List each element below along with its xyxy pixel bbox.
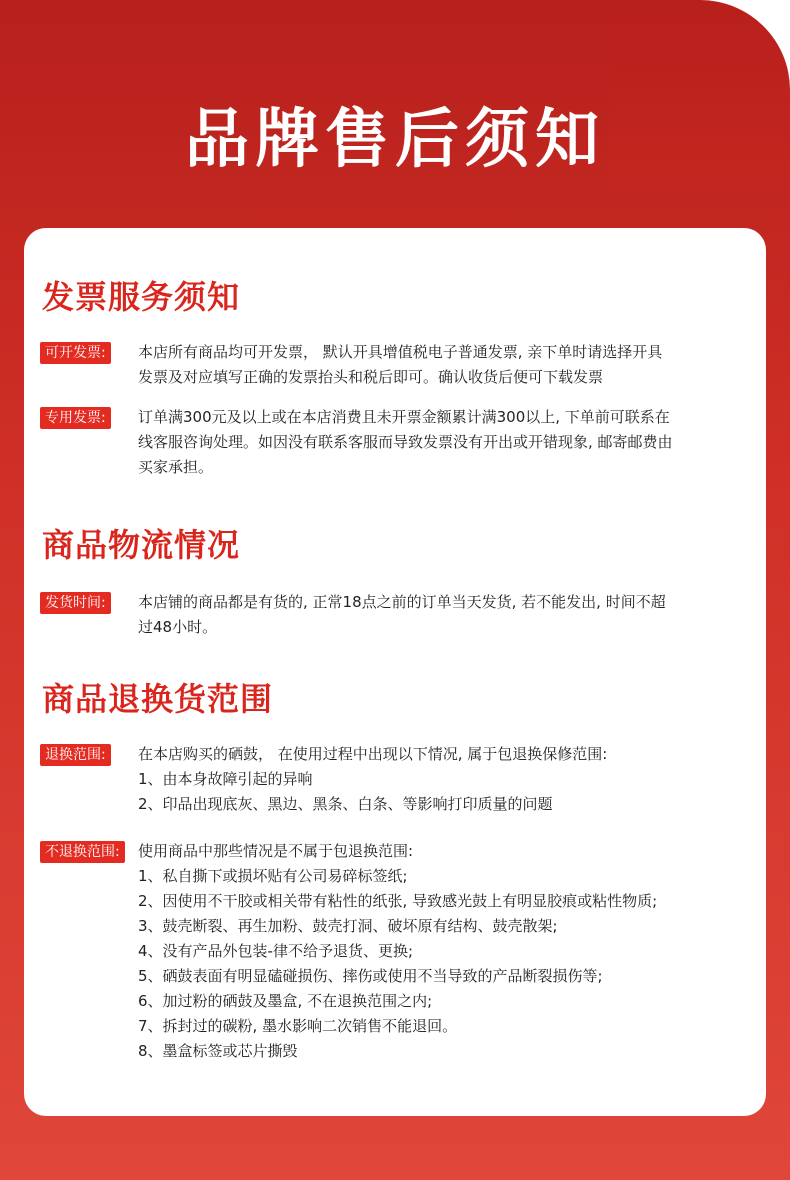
text-line: 本店所有商品均可开发票， 默认开具增值税电子普通发票, 亲下单时请选择开具 [138, 343, 663, 361]
tag-label: 发货时间: [40, 592, 111, 614]
text-line: 5、硒鼓表面有明显磕碰损伤、摔伤或使用不当导致的产品断裂损伤等; [138, 967, 603, 985]
text-line: 发票及对应填写正确的发票抬头和税后即可。确认收货后便可下载发票 [138, 368, 604, 386]
text-line: 3、鼓壳断裂、再生加粉、鼓壳打洞、破坏原有结构、鼓壳散架; [138, 917, 558, 935]
text-line: 8、墨盒标签或芯片撕毁 [138, 1042, 298, 1060]
text-line: 订单满300元及以上或在本店消费且未开票金额累计满300以上, 下单前可联系在 [138, 408, 670, 426]
tag-label: 可开发票: [40, 342, 111, 364]
section-heading-logistics: 商品物流情况 [42, 526, 241, 564]
text-line: 本店铺的商品都是有货的, 正常18点之前的订单当天发货, 若不能发出, 时间不超 [138, 593, 666, 611]
item-text [138, 405, 754, 480]
item-text [138, 590, 754, 640]
text-line: 6、加过粉的硒鼓及墨盒, 不在退换范围之内; [138, 992, 433, 1010]
text-line: 1、由本身故障引起的异响 [138, 770, 313, 788]
text-line: 1、私自撕下或损坏贴有公司易碎标签纸; [138, 867, 408, 885]
item-text [138, 340, 754, 390]
item-text [138, 742, 754, 817]
tag-label: 专用发票: [40, 407, 111, 429]
item-text [138, 839, 754, 1064]
text-line: 4、没有产品外包装-律不给予退货、更换; [138, 942, 414, 960]
text-line: 过48小时。 [138, 618, 218, 636]
notice-card [24, 228, 766, 1116]
text-line: 线客服咨询处理。如因没有联系客服而导致发票没有开出或开错现象, 邮寄邮费由 [138, 433, 673, 451]
tag-label: 退换范围: [40, 744, 111, 766]
section-heading-returns: 商品退换货范围 [42, 680, 274, 718]
text-line: 2、印品出现底灰、黑边、黑条、白条、等影响打印质量的问题 [138, 795, 553, 813]
page-title: 品牌售后须知 [185, 103, 605, 177]
tag-label: 不退换范围: [40, 841, 125, 863]
section-heading-invoice: 发票服务须知 [42, 278, 241, 316]
text-line: 2、因使用不干胶或相关带有粘性的纸张, 导致感光鼓上有明显胶痕或粘性物质; [138, 892, 658, 910]
text-line: 在本店购买的硒鼓， 在使用过程中出现以下情况, 属于包退换保修范围: [138, 745, 608, 763]
text-line: 使用商品中那些情况是不属于包退换范围: [138, 842, 414, 860]
text-line: 买家承担。 [138, 458, 214, 476]
text-line: 7、拆封过的碳粉, 墨水影响二次销售不能退回。 [138, 1017, 458, 1035]
